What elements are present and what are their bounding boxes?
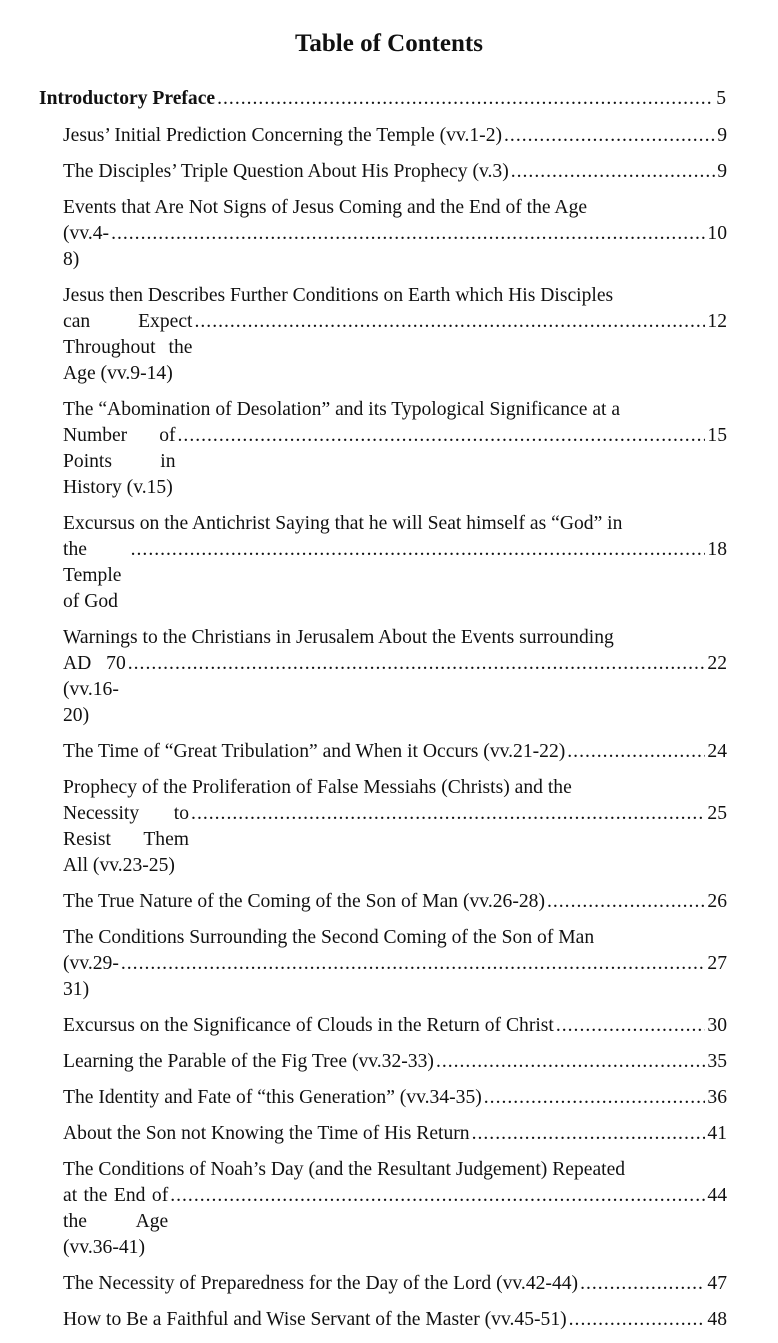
toc-entry-title-line2: (vv.29-31) [63,953,119,1000]
toc-entry-title-line2: the Temple of God [63,539,122,612]
dot-leader [131,537,706,563]
toc-entry-title-line1: The Conditions of Noah’s Day (and the Resultant Judgement) Repeated [63,1159,626,1180]
dot-leader [472,1121,706,1147]
toc-entry-title: The Time of “Great Tribulation” and When it Occurs (vv.21-22) [63,741,566,762]
dot-leader [191,801,705,827]
toc-page-number: 10 [707,223,727,244]
dot-leader [547,889,705,915]
toc-entry-title-line1: The “Abomination of Desolation” and its Typological Significance at a [63,399,621,420]
toc-entry[interactable] [63,1271,727,1297]
dot-leader [195,309,706,335]
toc-page-number: 47 [707,1273,727,1294]
toc-page-number: 48 [707,1309,727,1330]
toc-entry-title: The Disciples’ Triple Question About His Prophecy (v.3) [63,161,509,182]
toc-page-number: 30 [707,1015,727,1036]
dot-leader [178,423,706,449]
toc-page-number: 41 [707,1123,727,1144]
toc-entry-title: The Identity and Fate of “this Generation” (vv.34-35) [63,1087,482,1108]
toc-entry-title: The True Nature of the Coming of the Son of Man (vv.26-28) [63,891,545,912]
dot-leader [217,86,714,112]
toc-page-number: 9 [717,125,727,146]
dot-leader [556,1013,706,1039]
toc-page-number: 25 [707,803,727,824]
toc-entry-title-line2: (vv.4-8) [63,223,110,270]
toc-entry-title: The Necessity of Preparedness for the Day of the Lord (vv.42-44) [63,1273,579,1294]
toc-page-number: 12 [707,311,727,332]
toc-entry-title-line1: Warnings to the Christians in Jerusalem About the Events surrounding [63,627,614,648]
toc-entry-title: How to Be a Faithful and Wise Servant of the Master (vv.45-51) [63,1309,567,1330]
dot-leader [436,1049,705,1075]
dot-leader [128,651,706,677]
toc-entry-title-line2: AD 70 (vv.16-20) [63,653,126,726]
toc-entry[interactable] [63,1049,727,1075]
toc-page-number: 26 [707,891,727,912]
toc-page-number: 18 [707,539,727,560]
toc-entry[interactable] [63,1157,727,1261]
toc-entry[interactable] [63,123,727,149]
toc-entry[interactable] [63,1121,727,1147]
dot-leader [504,123,715,149]
toc-entry-title-line2: at the End of the Age (vv.36-41) [63,1185,169,1258]
toc-entry[interactable] [63,1307,727,1333]
toc-list [0,86,778,1343]
toc-entry[interactable] [63,195,727,273]
page-title: Table of Contents [295,30,483,57]
dot-leader [170,1183,705,1209]
toc-entry[interactable] [63,159,727,185]
toc-entry[interactable] [63,1085,727,1111]
dot-leader [511,159,715,185]
toc-entry-title-line2: Number of Points in History (v.15) [63,425,176,498]
dot-leader [569,1307,706,1333]
toc-entry-title-line1: Prophecy of the Proliferation of False Messiahs (Christs) and the [63,777,572,798]
toc-entry-title-line1: Events that Are Not Signs of Jesus Coming and the End of the Age [63,197,588,218]
toc-page-number: 15 [707,425,727,446]
toc-entry[interactable] [63,775,727,879]
toc-entry-title-line1: Jesus then Describes Further Conditions on Earth which His Disciples [63,285,614,306]
dot-leader [567,739,705,765]
toc-entry[interactable] [63,739,727,765]
toc-entry-title: Introductory Preface [39,88,216,109]
toc-entry-title-line1: Excursus on the Antichrist Saying that he will Seat himself as “God” in [63,513,623,534]
toc-page-number: 27 [707,953,727,974]
toc-entry-title: Excursus on the Significance of Clouds in the Return of Christ [63,1015,554,1036]
toc-entry[interactable] [63,1013,727,1039]
toc-entry-introductory-preface[interactable] [39,86,726,112]
toc-entry[interactable] [63,889,727,915]
dot-leader [484,1085,706,1111]
toc-entry[interactable] [63,283,727,387]
toc-entry-title: Jesus’ Initial Prediction Concerning the Temple (vv.1-2) [63,125,503,146]
toc-page-number: 9 [717,161,727,182]
dot-leader [121,951,706,977]
toc-page-number: 35 [707,1051,727,1072]
toc-page-number: 44 [707,1185,727,1206]
toc-entry-title-line2: can Expect Throughout the Age (vv.9-14) [63,311,193,384]
toc-entry-title-line1: The Conditions Surrounding the Second Coming of the Son of Man [63,927,595,948]
toc-page-number: 22 [707,653,727,674]
toc-entry[interactable] [63,925,727,1003]
toc-entry[interactable] [63,397,727,501]
dot-leader [111,221,705,247]
toc-entry-title-line2: Necessity to Resist Them All (vv.23-25) [63,803,190,876]
toc-entry-title: Learning the Parable of the Fig Tree (vv.32-33) [63,1051,434,1072]
toc-entry[interactable] [63,625,727,729]
toc-entry-title: About the Son not Knowing the Time of His Return [63,1123,470,1144]
toc-page-number: 5 [716,88,726,109]
toc-page-number: 36 [707,1087,727,1108]
toc-entry[interactable] [63,511,727,615]
toc-page-number: 24 [707,741,727,762]
dot-leader [580,1271,705,1297]
